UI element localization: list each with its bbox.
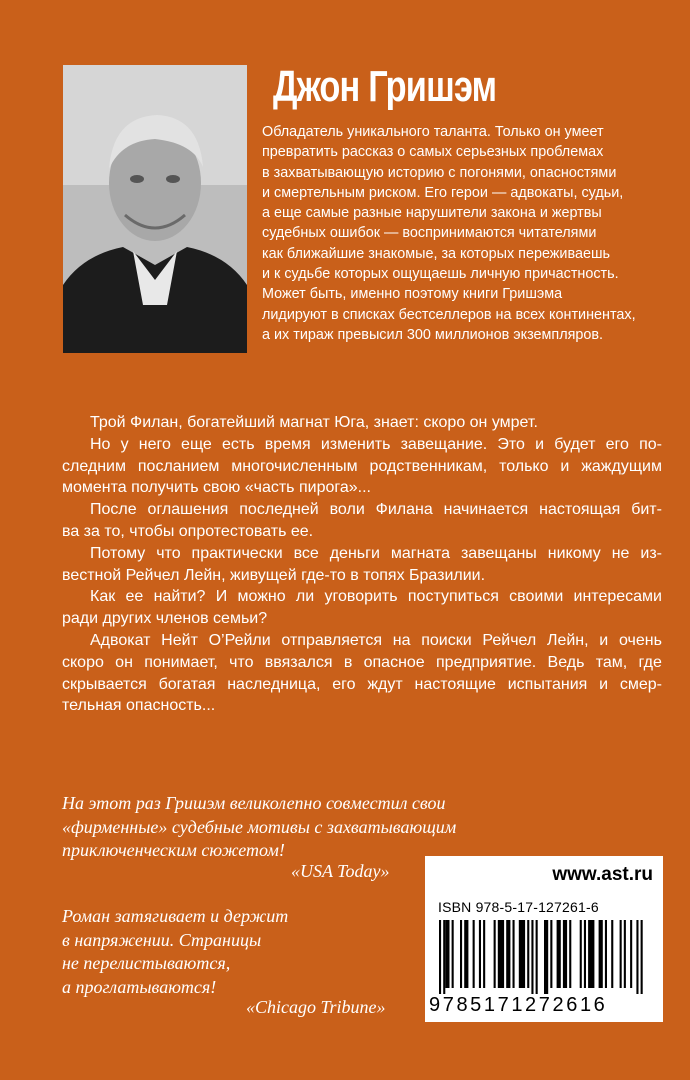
bio-line: в захватывающую историю с погонями, опасностями [262,164,617,181]
quote-line: а проглатываются! [62,976,217,997]
barcode-image [435,920,655,994]
synopsis-line: После оглашения последней воли Филана начинается настоящая бит- [90,501,662,519]
barcode-bar [531,920,533,994]
synopsis-line: следним посланием многочисленным родственникам, только и жаждущим [62,457,662,475]
synopsis-line: Потому что практически все деньги магната завещаны никому не из- [90,544,662,562]
bio-line: и смертельным риском. Его герои — адвокаты, судьи, [262,184,624,201]
barcode-bar [494,920,496,988]
bio-line: а еще самые разные нарушители закона и жертвы [262,205,602,222]
bio-line: и к судьбе которых ощущаешь личную причастность. [262,266,619,283]
quote-line: в напряжении. Страницы [62,929,262,950]
barcode-bar [445,920,449,988]
barcode-bar [527,920,529,988]
quote-source: «Chicago Tribune» [246,997,386,1017]
barcode-panel [425,856,663,1022]
bio-line: как ближайшие знакомые, за которых переживаешь [262,245,610,262]
barcode-bar [519,920,525,988]
synopsis-line: Трой Филан, богатейший магнат Юга, знает: скоро он умрет. [90,414,538,431]
barcode-digits: 9785171272616 [429,994,608,1016]
barcode-bar [479,920,481,988]
barcode-bar [636,920,638,994]
barcode-bar [584,920,586,988]
review-quote [62,905,422,999]
synopsis-line: ради других членов семьи? [62,610,268,628]
barcode-bar [498,920,504,988]
synopsis-line: Как ее найти? И можно ли уговорить поступиться своими интересами [90,588,662,606]
synopsis [62,412,662,717]
barcode-bar [611,920,613,988]
barcode-bar [513,920,515,988]
review-quote [62,792,457,863]
author-name: Джон Гришэм [273,62,497,111]
barcode-bar [588,920,594,988]
barcode-bar [605,920,607,988]
barcode-bar [473,920,475,988]
quote-line: «фирменные» судебные мотивы с захватывающим [62,816,457,837]
barcode-bar [464,920,468,988]
barcode-bar [443,920,445,994]
barcode-bar [536,920,538,994]
barcode-bar [599,920,603,988]
barcode-bar [624,920,626,988]
barcode-bar [569,920,571,988]
bio-line: Обладатель уникального таланта. Только он умеет [262,124,604,140]
synopsis-line: тельная опасность... [62,697,216,715]
isbn-number: ISBN 978-5-17-127261-6 [438,899,599,915]
quote-source: «USA Today» [291,861,390,881]
synopsis-line: скоро он понимает, что ввязался в опасное предприятие. Ведь там, где [62,653,662,671]
synopsis-line: ва за то, чтобы опротестовать ее. [62,522,314,540]
barcode-bar [439,920,441,994]
bio-line: Может быть, именно поэтому книги Гришэма [262,286,563,303]
barcode-bar [620,920,622,988]
bio-line: лидируют в списках бестселлеров на всех континентах, [262,306,636,323]
barcode-bar [641,920,643,994]
barcode-bar [563,920,567,988]
quote-line: не перелистываются, [62,953,231,973]
author-photo [63,65,247,353]
quote-line: Роман затягивает и держит [62,906,289,926]
quote-line: приключенческим сюжетом! [62,840,285,860]
barcode-bar [483,920,485,988]
publisher-website: www.ast.ru [552,864,653,885]
barcode-bar [506,920,510,988]
bio-line: судебных ошибок — воспринимаются читателями [262,225,597,242]
barcode-bar [580,920,582,988]
quote-line: На этот раз Гришэм великолепно совместил свои [62,793,446,813]
synopsis-line: вестной Рейчел Лейн, живущей где-то в топях Бразилии. [62,566,486,584]
barcode-bar [557,920,561,988]
barcode-bar [544,920,548,994]
author-bio [262,122,662,345]
barcode-bar [630,920,632,988]
bio-line: превратить рассказ о самых серьезных проблемах [262,144,604,161]
synopsis-line: момента получить свою «часть пирога»... [62,479,371,497]
synopsis-line: скрывается богатая наследница, его ждут настоящие испытания и смер- [62,675,662,693]
synopsis-line: Адвокат Нейт О’Рейли отправляется на поиски Рейчел Лейн, и очень [90,631,662,649]
barcode-bar [452,920,454,988]
synopsis-line: Но у него еще есть время изменить завещание. Это и будет его по- [90,435,662,453]
bio-line: а их тираж превысил 300 миллионов экземпляров. [262,326,604,343]
barcode-bar [460,920,462,988]
barcode-bar [550,920,552,988]
